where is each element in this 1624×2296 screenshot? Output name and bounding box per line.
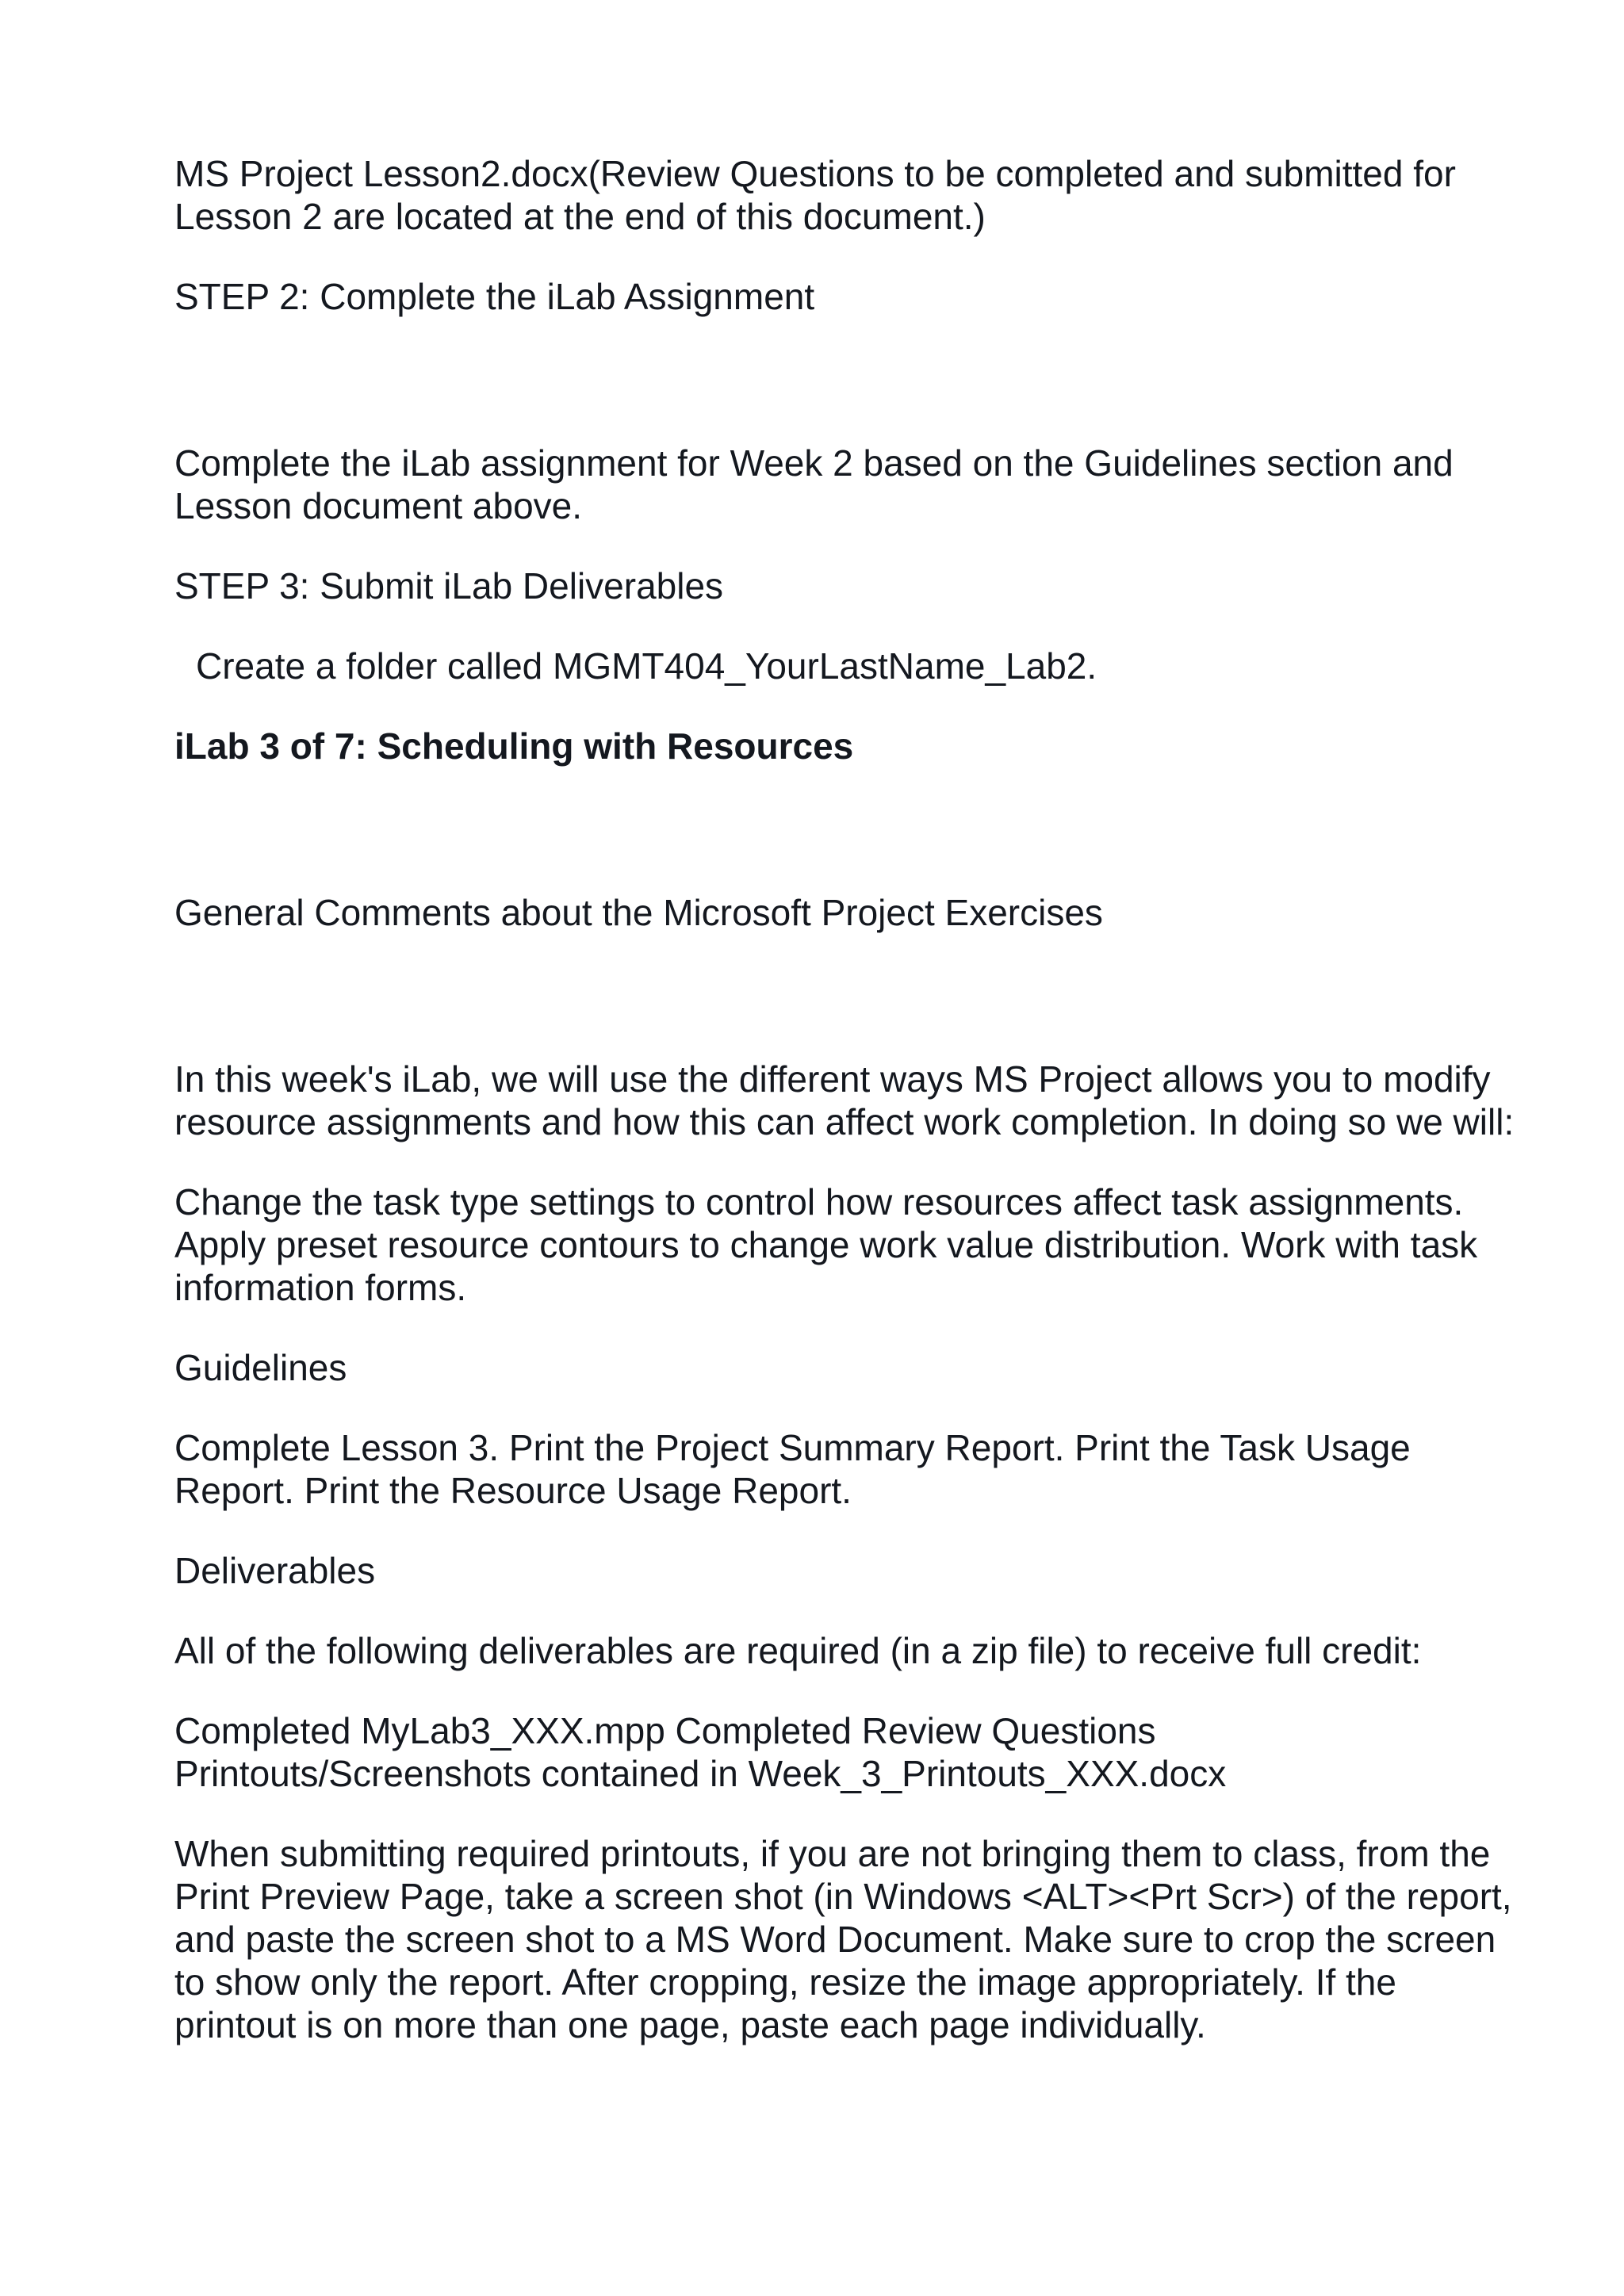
ilab-3-title: iLab 3 of 7: Scheduling with Resources xyxy=(174,725,854,767)
intro-paragraph: In this week's iLab, we will use the different ways MS Project allows you to modify resource assignments and how this can affect work completion. In doing so we will: xyxy=(174,1058,1515,1142)
document-page xyxy=(174,152,1522,2046)
lesson-file-paragraph: MS Project Lesson2.docx(Review Questions to be completed and submitted for Lesson 2 are located at the end of this document.) xyxy=(174,153,1456,237)
general-comments-heading: General Comments about the Microsoft Project Exercises xyxy=(174,892,1103,933)
create-folder-paragraph: Create a folder called MGMT404_YourLastName_Lab2. xyxy=(196,645,1097,687)
printouts-paragraph: When submitting required printouts, if you are not bringing them to class, from the Print Preview Page, take a screen shot (in Windows <ALT><Prt Scr>) of the report, and paste the screen shot to a MS Word Document. Make sure to crop the screen to show only the report. After cropping, resize the image appropriately. If the printout is on more than one page, paste each page individually. xyxy=(174,1833,1512,2045)
complete-ilab-paragraph: Complete the iLab assignment for Week 2 based on the Guidelines section and Lesson document above. xyxy=(174,442,1454,526)
guidelines-paragraph: Complete Lesson 3. Print the Project Summary Report. Print the Task Usage Report. Print the Resource Usage Report. xyxy=(174,1427,1411,1511)
deliverables-heading: Deliverables xyxy=(174,1550,376,1591)
step-2-heading: STEP 2: Complete the iLab Assignment xyxy=(174,276,815,317)
objectives-paragraph: Change the task type settings to control how resources affect task assignments. Apply preset resource contours to change work value distribution. Work with task information forms. xyxy=(174,1181,1478,1308)
guidelines-heading: Guidelines xyxy=(174,1347,347,1388)
deliverables-intro: All of the following deliverables are required (in a zip file) to receive full credit: xyxy=(174,1630,1422,1671)
step-3-heading: STEP 3: Submit iLab Deliverables xyxy=(174,565,724,607)
deliverables-list: Completed MyLab3_XXX.mpp Completed Review Questions Printouts/Screenshots contained in Week_3_Printouts_XXX.docx xyxy=(174,1710,1227,1794)
